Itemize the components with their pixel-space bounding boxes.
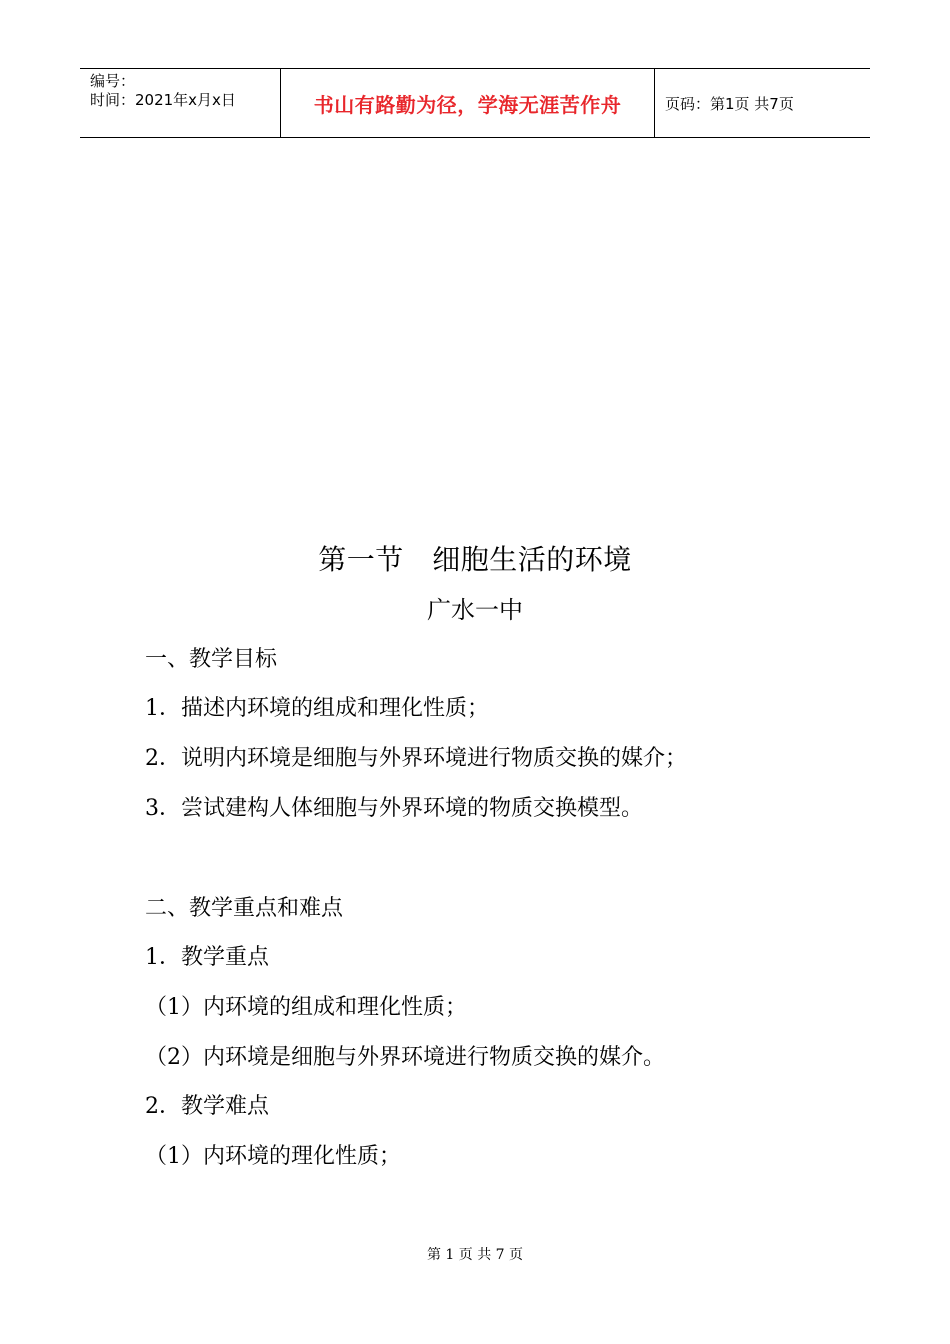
header-page-cell (655, 69, 870, 137)
header-motto: 书山有路勤为径，学海无涯苦作舟 (313, 92, 622, 117)
objective-item: 1．描述内环境的组成和理化性质； (145, 696, 489, 721)
document-number-label: 编号： (90, 72, 136, 90)
subsection-heading: 1．教学重点 (145, 945, 269, 970)
page-header (80, 68, 870, 138)
page-footer: 第 1 页 共 7 页 (426, 1247, 524, 1263)
header-info-cell (80, 69, 281, 137)
header-motto-cell (281, 69, 655, 137)
header-page-number: 页码：第1页 共7页 (665, 94, 794, 113)
list-item: （1）内环境的理化性质； (145, 1144, 401, 1169)
objective-item: 2．说明内环境是细胞与外界环境进行物质交换的媒介； (145, 746, 687, 771)
section-heading-objectives: 一、教学目标 (145, 647, 278, 672)
section-heading-keypoints: 二、教学重点和难点 (145, 896, 344, 921)
objective-item: 3．尝试建构人体细胞与外界环境的物质交换模型。 (145, 796, 643, 821)
document-title: 第一节 细胞生活的环境 (318, 543, 632, 576)
document-subtitle: 广水一中 (427, 596, 523, 624)
document-time-label: 时间：2021年x月x日 (90, 91, 236, 109)
list-item: （2）内环境是细胞与外界环境进行物质交换的媒介。 (145, 1045, 665, 1070)
list-item: （1）内环境的组成和理化性质； (145, 995, 467, 1020)
subsection-heading: 2．教学难点 (145, 1094, 269, 1119)
